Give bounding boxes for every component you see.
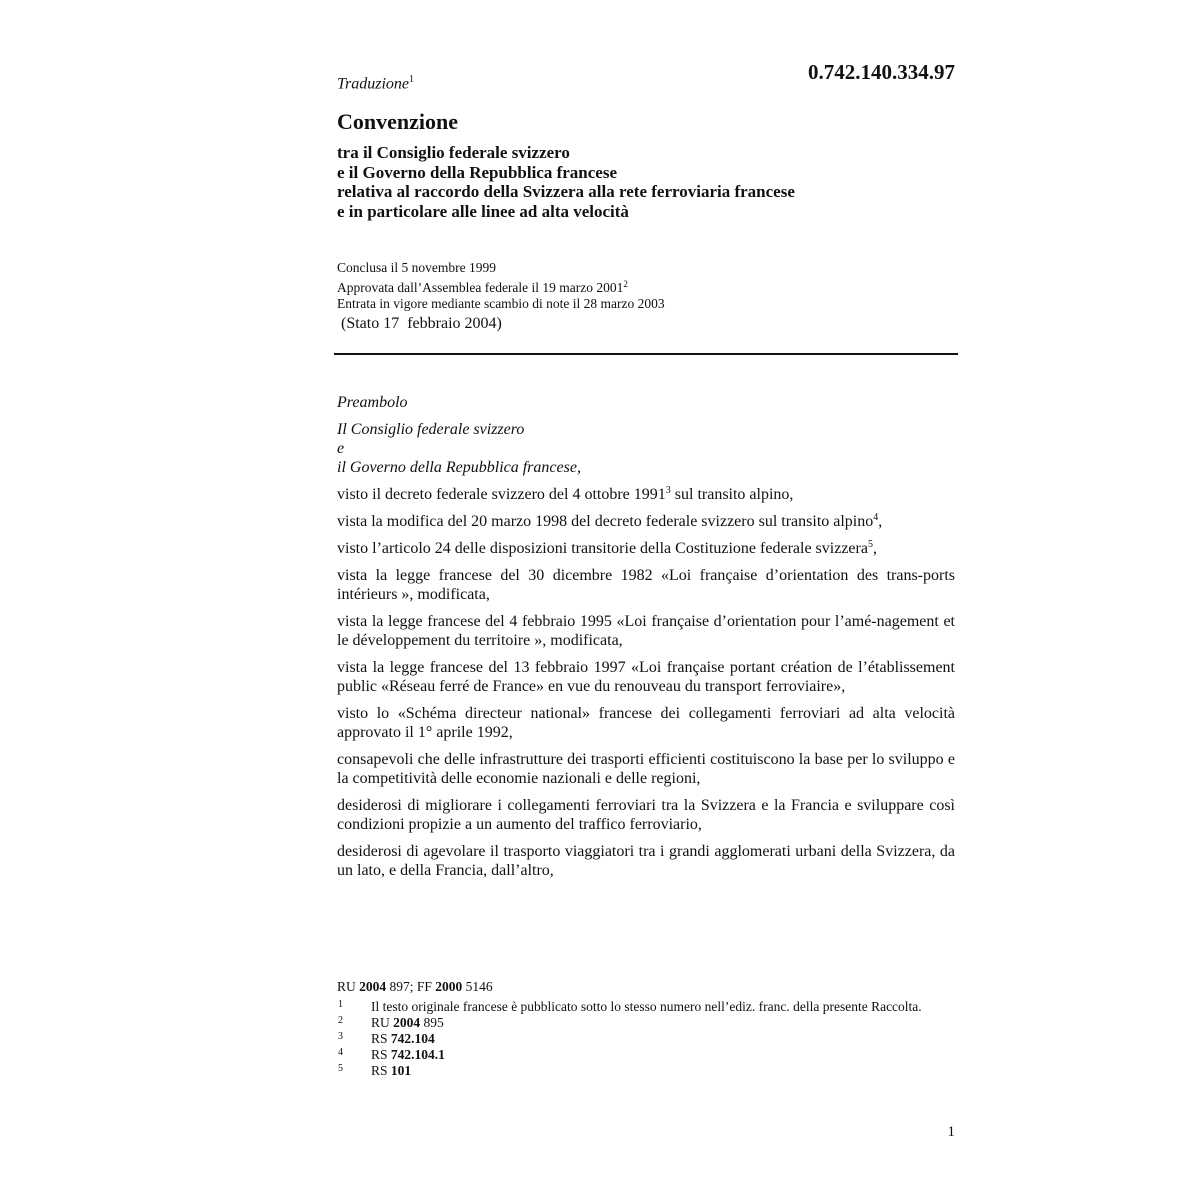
footnote-number: 4 <box>338 1047 343 1058</box>
recital-paragraph: desiderosi di migliorare i collegamenti ferroviari tra la Svizzera e la Francia e sviluppare così condizioni propizie a un aumento del traffico ferroviario, <box>337 797 955 833</box>
recital-paragraph: vista la legge francese del 4 febbraio 1995 «Loi française d’orientation pour l’amé-nagement et le développement du territoire », modificata, <box>337 613 955 649</box>
footnote-ref-1[interactable]: 1 <box>409 74 415 85</box>
footnote-bold[interactable]: 2004 <box>393 1015 421 1030</box>
footnote-prefix: RS <box>371 1063 391 1078</box>
subtitle-line: relativa al raccordo della Svizzera alla rete ferroviaria francese <box>337 182 795 201</box>
approved-text: Approvata dall’Assemblea federale il 19 marzo 2001 <box>337 280 624 295</box>
footnote-ref-2[interactable]: 2 <box>623 279 628 289</box>
footnote-prefix: RS <box>371 1047 391 1062</box>
preamble-section <box>337 393 955 880</box>
footnote-prefix: RS <box>371 1031 391 1046</box>
footnote-prefix: RU <box>371 1015 394 1030</box>
reference-year: 2000 <box>435 979 463 994</box>
footnote-number: 2 <box>338 1015 343 1026</box>
approved-date <box>337 276 957 296</box>
recital-text: , <box>878 513 883 530</box>
footnote-number: 5 <box>338 1063 343 1074</box>
recital-paragraph <box>337 539 955 558</box>
party-conjunction: e <box>337 440 345 457</box>
recital-paragraph: vista la legge francese del 30 dicembre 1982 «Loi française d’orientation des trans-ports intérieurs », modificata, <box>337 567 955 603</box>
recital-text: visto il decreto federale svizzero del 4 ottobre 1991 <box>337 486 666 503</box>
reference-text: RU <box>337 979 360 994</box>
translation-label <box>337 74 414 93</box>
recital-text: sul transito alpino, <box>670 486 794 503</box>
footnote-bold[interactable]: 742.104 <box>390 1031 435 1046</box>
subtitle-line: e in particolare alle linee ad alta velocità <box>337 201 629 221</box>
concluded-date: Conclusa il 5 novembre 1999 <box>337 260 496 275</box>
footnotes-section <box>337 979 937 1079</box>
recital-paragraph <box>337 512 955 531</box>
footnote-ref-3[interactable]: 3 <box>665 485 671 496</box>
party-swiss: Il Consiglio federale svizzero <box>337 421 525 438</box>
footnote-number: 3 <box>338 1031 343 1042</box>
status-date: (Stato 17 febbraio 2004) <box>341 315 502 332</box>
footnote-number: 1 <box>338 999 343 1010</box>
translation-text: Traduzione <box>337 75 410 93</box>
footnote-ref-4[interactable]: 4 <box>873 512 879 523</box>
footnote-item <box>337 1047 937 1063</box>
document-subtitle <box>337 143 957 221</box>
footnote-item <box>337 1063 937 1079</box>
official-reference <box>337 979 937 995</box>
footnote-item <box>337 1031 937 1047</box>
footnote-suffix: 895 <box>420 1015 444 1030</box>
footnote-item <box>337 1015 937 1031</box>
reference-year: 2004 <box>359 979 387 994</box>
footnote-bold[interactable]: 742.104.1 <box>390 1047 445 1062</box>
document-number: 0.742.140.334.97 <box>808 60 955 84</box>
party-french: il Governo della Repubblica francese, <box>337 459 581 476</box>
footnote-bold[interactable]: 101 <box>390 1063 412 1078</box>
entry-into-force: Entrata in vigore mediante scambio di note il 28 marzo 2003 <box>337 296 665 311</box>
document-title: Convenzione <box>337 109 458 134</box>
document-metadata <box>337 260 957 312</box>
recital-paragraph: visto lo «Schéma directeur national» francese dei collegamenti ferroviari ad alta velocità approvato il 1° aprile 1992, <box>337 705 955 741</box>
page-number: 1 <box>947 1124 955 1140</box>
recital-paragraph: vista la legge francese del 13 febbraio 1997 «Loi française portant création de l’établissement public «Réseau ferré de France» en vue du renouveau du transport ferroviaire», <box>337 659 955 695</box>
recital-text: vista la modifica del 20 marzo 1998 del decreto federale svizzero sul transito alpino <box>337 513 874 530</box>
footnote-ref-5[interactable]: 5 <box>867 539 873 550</box>
preamble-heading: Preambolo <box>337 394 408 411</box>
reference-text: 5146 <box>462 979 493 994</box>
reference-text: 897; FF <box>386 979 436 994</box>
recital-paragraph: desiderosi di agevolare il trasporto viaggiatori tra i grandi agglomerati urbani della Svizzera, da un lato, e della Francia, dall’altro, <box>337 843 955 879</box>
header-divider <box>334 353 958 355</box>
recital-text: visto l’articolo 24 delle disposizioni transitorie della Costituzione federale svizzera <box>337 540 868 557</box>
recital-text: , <box>872 540 877 557</box>
footnote-text: Il testo originale francese è pubblicato sotto lo stesso numero nell’ediz. franc. della presente Raccolta. <box>371 999 922 1014</box>
subtitle-line: e il Governo della Repubblica francese <box>337 162 618 182</box>
recital-paragraph: consapevoli che delle infrastrutture dei trasporti efficienti costituiscono la base per lo sviluppo e la competitività delle economie nazionali e delle regioni, <box>337 751 955 787</box>
recital-paragraph <box>337 485 955 504</box>
footnote-item <box>337 999 937 1015</box>
subtitle-line: tra il Consiglio federale svizzero <box>337 143 570 162</box>
